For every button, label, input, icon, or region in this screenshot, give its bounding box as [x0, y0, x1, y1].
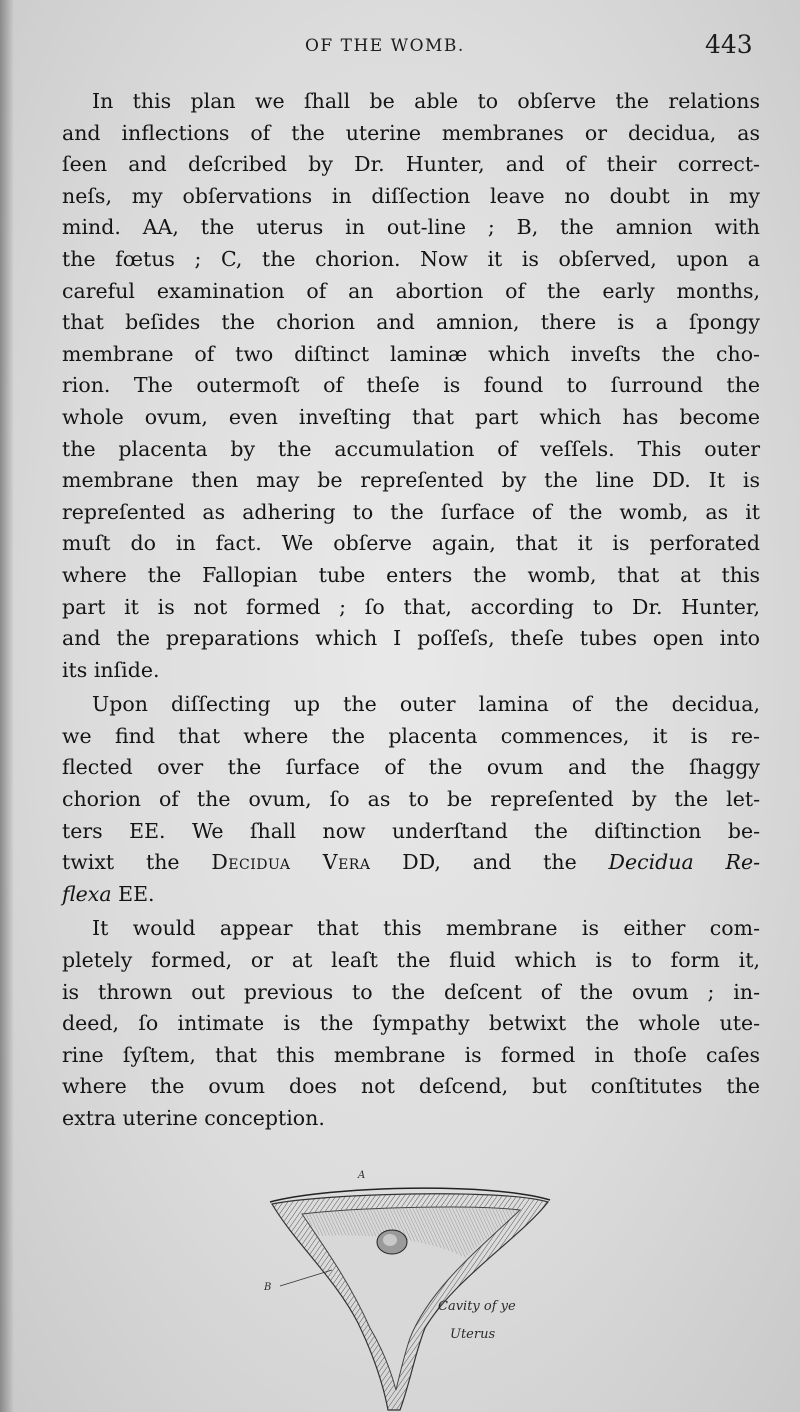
text-line: rion. The outermoſt of theſe is found to ſurround the: [62, 373, 760, 398]
paragraph-2: [62, 689, 760, 910]
text-line: where the ovum does not deſcend, but conſtitutes the: [62, 1074, 760, 1099]
ovum-highlight: [383, 1234, 397, 1246]
page-number: 443: [705, 30, 753, 59]
running-title: OF THE WOMB.: [305, 36, 465, 56]
decidua-reflexa-italic: Decidua Re-: [608, 850, 760, 875]
text-line: membrane of two diſtinct laminæ which inveſts the cho-: [62, 341, 760, 366]
figure-caption-line1: Cavity of ye: [438, 1299, 516, 1314]
text-line: the fœtus ; C, the chorion. Now it is obſerved, upon a: [62, 246, 760, 271]
paragraph-3: [62, 913, 760, 1134]
text-line-styled: flexa EE.: [62, 881, 155, 906]
text-line: It would appear that this membrane is either com-: [92, 916, 760, 941]
text-line: muſt do in fact. We obſerve again, that it is perforated: [62, 531, 760, 556]
text-line: where the Fallopian tube enters the womb, that at this: [62, 562, 760, 587]
paragraph-1: [62, 86, 760, 686]
uterus-illustration: [250, 1158, 570, 1412]
text-line: whole ovum, even inveſting that part which has become: [62, 404, 760, 429]
text-line: Upon diſſecting up the outer lamina of the decidua,: [92, 692, 760, 717]
figure-caption-line2: Uterus: [450, 1327, 496, 1342]
page-header: [0, 30, 800, 66]
pointer-line-b: [280, 1270, 332, 1286]
text-line: ſeen and deſcribed by Dr. Hunter, and of their correct-: [62, 152, 760, 177]
text-line: the placenta by the accumulation of veſſels. This outer: [62, 436, 760, 461]
text-line: we find that where the placenta commences, it is re-: [62, 723, 760, 748]
text-line-styled: twixt the Decidua Vera DD, and the Decidua Re-: [62, 850, 760, 875]
text-line: careful examination of an abortion of the early months,: [62, 278, 760, 303]
text-line: mind. AA, the uterus in out-line ; B, the amnion with: [62, 215, 760, 240]
text-line: flected over the ſurface of the ovum and the ſhaggy: [62, 755, 760, 780]
text-line: is thrown out previous to the deſcent of the ovum ; in-: [62, 979, 760, 1004]
text-line: pletely formed, or at leaſt the fluid which is to form it,: [62, 948, 760, 973]
text-line: chorion of the ovum, ſo as to be repreſented by the let-: [62, 787, 760, 812]
text-line: deed, ſo intimate is the ſympathy betwixt the whole ute-: [62, 1011, 760, 1036]
body-text: [62, 86, 760, 1138]
text-line: membrane then may be repreſented by the line DD. It is: [62, 468, 760, 493]
text-line: repreſented as adhering to the ſurface of the womb, as it: [62, 499, 760, 524]
text-line: rine ſyſtem, that this membrane is formed in thoſe caſes: [62, 1042, 760, 1067]
decidua-vera-smallcaps: Decidua Vera: [211, 850, 371, 875]
text-line: In this plan we ſhall be able to obſerve the relations: [92, 89, 760, 113]
text-line: ters EE. We ſhall now underſtand the diſtinction be-: [62, 818, 760, 843]
text-line: its inſide.: [62, 657, 160, 682]
figure-label-b: B: [264, 1282, 272, 1293]
text-line: and the preparations which I poſſeſs, theſe tubes open into: [62, 626, 760, 651]
text-line: extra uterine conception.: [62, 1106, 325, 1130]
reflexa-italic: flexa: [62, 881, 112, 906]
text-line: that beſides the chorion and amnion, there is a ſpongy: [62, 310, 760, 335]
text-line: neſs, my obſervations in diſſection leave no doubt in my: [62, 183, 760, 208]
uterus-engraving: [250, 1158, 570, 1412]
figure-label-a: A: [358, 1170, 366, 1181]
text-line: part it is not formed ; ſo that, according to Dr. Hunter,: [62, 594, 760, 619]
text-line: and inflections of the uterine membranes or decidua, as: [62, 120, 760, 145]
